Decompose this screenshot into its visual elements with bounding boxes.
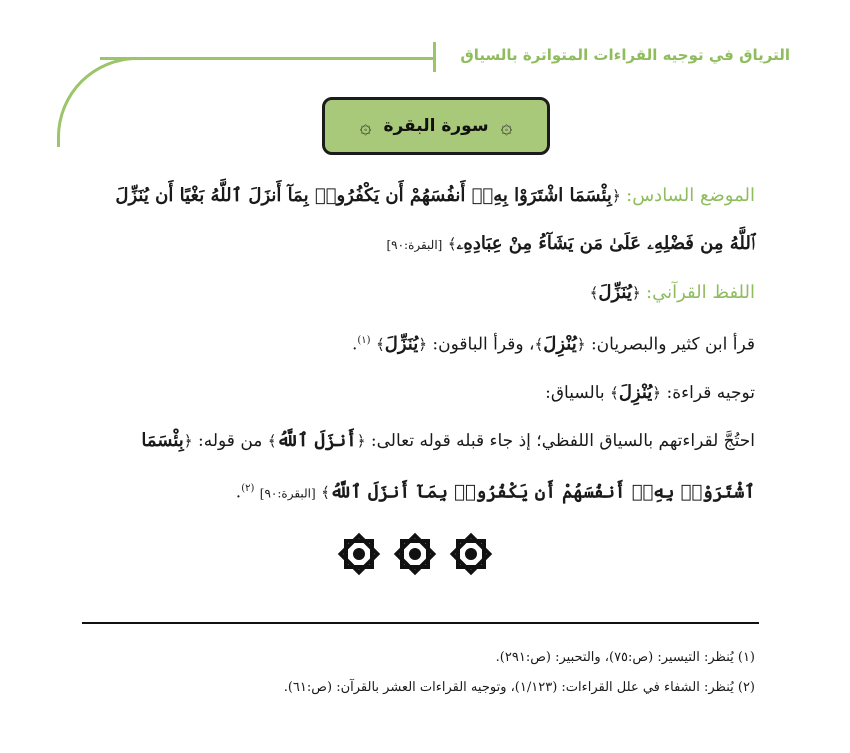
- header-tick: [433, 42, 436, 72]
- header-curve-decoration: [57, 57, 147, 147]
- quranic-word-label: اللفظ القرآني:: [646, 282, 755, 303]
- verse-segment: بِئْسَمَا: [141, 429, 184, 451]
- verse-segment: ٱشْتَرَوْا۟ بِهِۦٓ أَنفُسَهُمْ أَن يَكْفُرُوا۟ بِمَآ أَنزَلَ ٱللَّهُ: [329, 481, 755, 503]
- quranic-word: يُنَزِّلَ: [598, 282, 632, 303]
- footnote-1: (١) يُنظر: التيسير: (ص:٧٥)، والتحبير: (ص:٢٩١).: [495, 650, 755, 665]
- main-text: [95, 172, 755, 517]
- text-line-6: احتُجَّ لقراءتهم بالسياق اللفظي؛ إذ جاء قبله قوله تعالى: ﴿أَنزَلَ ٱللَّهُ﴾ من قوله: ﴿بِئْسَمَا: [141, 429, 755, 451]
- surah-title: سورة البقرة: [383, 116, 489, 136]
- verse-reference: [البقرة:٩٠]: [386, 238, 443, 252]
- header-rule: [100, 57, 435, 60]
- text-line-1: الموضع السادس: ﴿بِئْسَمَا اشْتَرَوْا بِهِۦٓ أَنفُسَهُمْ أَن يَكْفُرُوا۟ بِمَآ أَنزَلَ ٱللَّهُ بَغْيًا أَن يُنَزِّلَ: [115, 185, 755, 206]
- footnote-ref: (٢): [241, 482, 255, 494]
- star-ornament-icon: [447, 530, 495, 578]
- position-label: الموضع السادس:: [626, 185, 755, 206]
- verse-segment: بِئْسَمَا اشْتَرَوْا بِهِۦٓ أَنفُسَهُمْ أَن يَكْفُرُوا۟ بِمَآ أَنزَلَ ٱللَّهُ بَغْيًا أَن يُنَزِّلَ: [115, 185, 612, 206]
- footnotes: [95, 643, 755, 703]
- ornament-left-icon: ۞: [359, 114, 372, 138]
- text-line-4: قرأ ابن كثير والبصريان: ﴿يُنْزِلَ﴾، وقرأ الباقون: ﴿يُنَزِّلَ﴾ $^{(١)}$.: [351, 333, 755, 355]
- ornament-right-icon: ۞: [500, 114, 513, 138]
- footnote-ref: (١): [357, 335, 371, 346]
- running-header-title: الترياق في توجيه القراءات المتواترة بالسياق: [460, 46, 790, 64]
- verse-reference: [البقرة:٩٠]: [259, 486, 316, 501]
- text-line-7: ٱشْتَرَوْا۟ بِهِۦٓ أَنفُسَهُمْ أَن يَكْفُرُوا۟ بِمَآ أَنزَلَ ٱللَّهُ﴾ [البقرة:٩٠] $^{(٢)}$.: [235, 481, 755, 503]
- text-line-5: توجيه قراءة: ﴿يُنْزِلَ﴾ بالسياق:: [545, 381, 755, 403]
- text-line-2: ٱللَّهُ مِن فَضْلِهِۦ عَلَىٰ مَن يَشَآءُ مِنْ عِبَادِهِۦ﴾ [البقرة:٩٠]: [386, 233, 755, 254]
- reading-word: يُنَزِّلَ: [384, 333, 419, 355]
- section-divider-stars: [335, 530, 495, 580]
- star-ornament-icon: [391, 530, 439, 578]
- text-line-3: اللفظ القرآني: ﴿يُنَزِّلَ﴾: [589, 282, 755, 303]
- reading-word: يُنْزِلَ: [543, 333, 577, 355]
- star-ornament-icon: [335, 530, 383, 578]
- footnote-separator: [82, 622, 759, 624]
- verse-segment: أَنزَلَ ٱللَّهُ: [276, 429, 357, 451]
- footnote-2: (٢) يُنظر: الشفاء في علل القراءات: (١/١٢٣)، وتوجيه القراءات العشر بالقرآن: (ص:٦١).: [283, 680, 755, 695]
- reading-word: يُنْزِلَ: [618, 381, 653, 403]
- surah-title-box: [322, 97, 550, 155]
- verse-segment: ٱللَّهُ مِن فَضْلِهِۦ عَلَىٰ مَن يَشَآءُ مِنْ عِبَادِهِۦ: [456, 233, 755, 254]
